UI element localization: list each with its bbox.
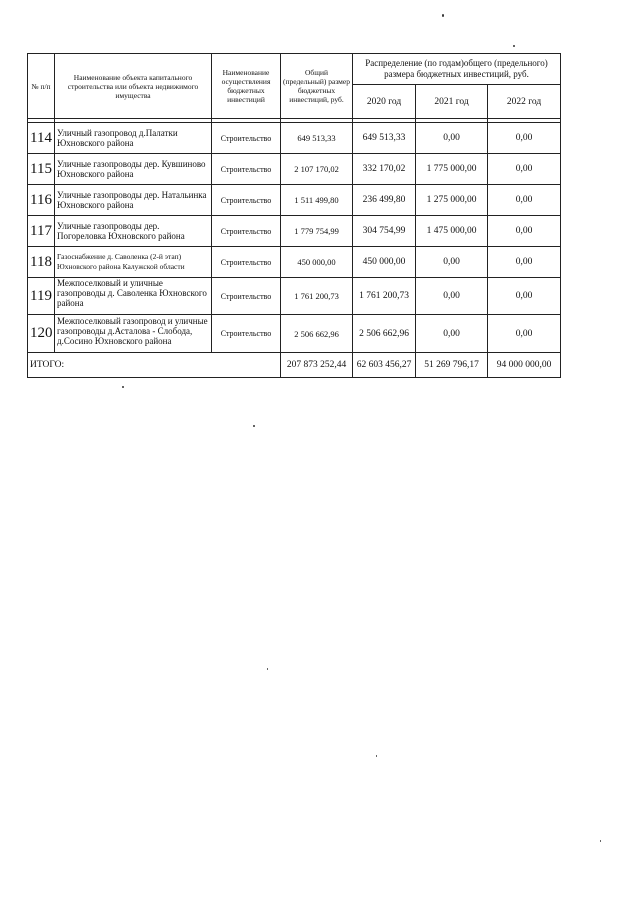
header-distribution: Распределение (по годам)общего (предельного) размера бюджетных инвестиций, руб.	[353, 54, 561, 85]
row-object-name: Уличные газопроводы дер. Натальинка Юхновского района	[55, 185, 212, 216]
row-amount-2022: 0,00	[488, 315, 561, 353]
scan-speck	[253, 425, 255, 427]
row-investment-kind: Строительство	[212, 185, 281, 216]
scan-speck	[442, 14, 444, 17]
row-object-name: Уличные газопроводы дер. Погореловка Юхновского района	[55, 216, 212, 247]
row-total-amount: 1 779 754,99	[281, 216, 353, 247]
row-amount-2021: 0,00	[416, 278, 488, 315]
scan-speck	[600, 840, 601, 842]
scan-speck	[122, 386, 124, 388]
row-amount-2020: 2 506 662,96	[353, 315, 416, 353]
table-row	[28, 315, 561, 353]
row-investment-kind: Строительство	[212, 315, 281, 353]
row-number: 115	[28, 154, 55, 185]
row-investment-kind: Строительство	[212, 247, 281, 278]
row-amount-2021: 1 475 000,00	[416, 216, 488, 247]
row-amount-2021: 1 275 000,00	[416, 185, 488, 216]
row-amount-2020: 649 513,33	[353, 123, 416, 154]
row-amount-2020: 450 000,00	[353, 247, 416, 278]
row-investment-kind: Строительство	[212, 216, 281, 247]
row-investment-kind: Строительство	[212, 154, 281, 185]
header-number: № п/п	[28, 54, 55, 119]
scan-speck	[267, 668, 268, 670]
row-investment-kind: Строительство	[212, 278, 281, 315]
row-object-name-cell	[55, 278, 212, 315]
row-total-amount: 1 511 499,80	[281, 185, 353, 216]
row-total-amount: 2 107 170,02	[281, 154, 353, 185]
budget-investment-table	[27, 53, 561, 378]
row-amount-2021: 0,00	[416, 315, 488, 353]
row-amount-2022: 0,00	[488, 123, 561, 154]
row-number: 120	[28, 315, 55, 353]
totals-amount: 207 873 252,44	[281, 353, 353, 378]
row-object-name: Межпоселковый газопровод и уличные газопроводы д.Асталова - Слобода, д.Сосино Юхновского района	[57, 315, 208, 346]
header-year-2021: 2021 год	[416, 85, 488, 119]
totals-label: ИТОГО:	[28, 353, 281, 378]
row-total-amount: 450 000,00	[281, 247, 353, 278]
totals-amount-2020: 62 603 456,27	[353, 353, 416, 378]
header-investment-kind: Наименование осуществления бюджетных инвестиций	[212, 54, 281, 119]
row-object-name-cell	[55, 315, 212, 353]
table-row	[28, 185, 561, 216]
row-amount-2022: 0,00	[488, 278, 561, 315]
row-number: 118	[28, 247, 55, 278]
table-row	[28, 123, 561, 154]
table-row	[28, 247, 561, 278]
table-row	[28, 154, 561, 185]
row-number: 119	[28, 278, 55, 315]
totals-amount-2022: 94 000 000,00	[488, 353, 561, 378]
row-amount-2022: 0,00	[488, 154, 561, 185]
header-total-amount: Общий (предельный) размер бюджетных инвестиций, руб.	[281, 54, 353, 119]
row-total-amount: 2 506 662,96	[281, 315, 353, 353]
row-number: 117	[28, 216, 55, 247]
header-year-2022: 2022 год	[488, 85, 561, 119]
row-number: 116	[28, 185, 55, 216]
row-amount-2021: 0,00	[416, 123, 488, 154]
row-object-name: Уличные газопроводы дер. Кувшиново Юхновского района	[55, 154, 212, 185]
row-number: 114	[28, 123, 55, 154]
totals-row	[28, 353, 561, 378]
row-object-name: Газоснабжение д. Саволенка (2-й этап) Юхновского района Калужской области	[55, 247, 212, 278]
row-total-amount: 649 513,33	[281, 123, 353, 154]
table-row	[28, 216, 561, 247]
row-total-amount: 1 761 200,73	[281, 278, 353, 315]
scan-speck	[376, 755, 377, 757]
row-amount-2020: 332 170,02	[353, 154, 416, 185]
header-year-2020: 2020 год	[353, 85, 416, 119]
row-amount-2021: 0,00	[416, 247, 488, 278]
row-amount-2022: 0,00	[488, 247, 561, 278]
row-amount-2020: 1 761 200,73	[353, 278, 416, 315]
row-object-name: Уличный газопровод д.Палатки Юхновского района	[55, 123, 212, 154]
row-investment-kind: Строительство	[212, 123, 281, 154]
row-amount-2020: 304 754,99	[353, 216, 416, 247]
table-row	[28, 278, 561, 315]
scan-speck	[513, 45, 515, 47]
row-amount-2021: 1 775 000,00	[416, 154, 488, 185]
row-object-name: Межпоселковый и уличные газопроводы д. Саволенка Юхновского района	[57, 278, 207, 308]
row-amount-2022: 0,00	[488, 185, 561, 216]
header-object-name: Наименование объекта капитального строительства или объекта недвижимого имущества	[55, 54, 212, 119]
totals-amount-2021: 51 269 796,17	[416, 353, 488, 378]
row-amount-2022: 0,00	[488, 216, 561, 247]
row-amount-2020: 236 499,80	[353, 185, 416, 216]
